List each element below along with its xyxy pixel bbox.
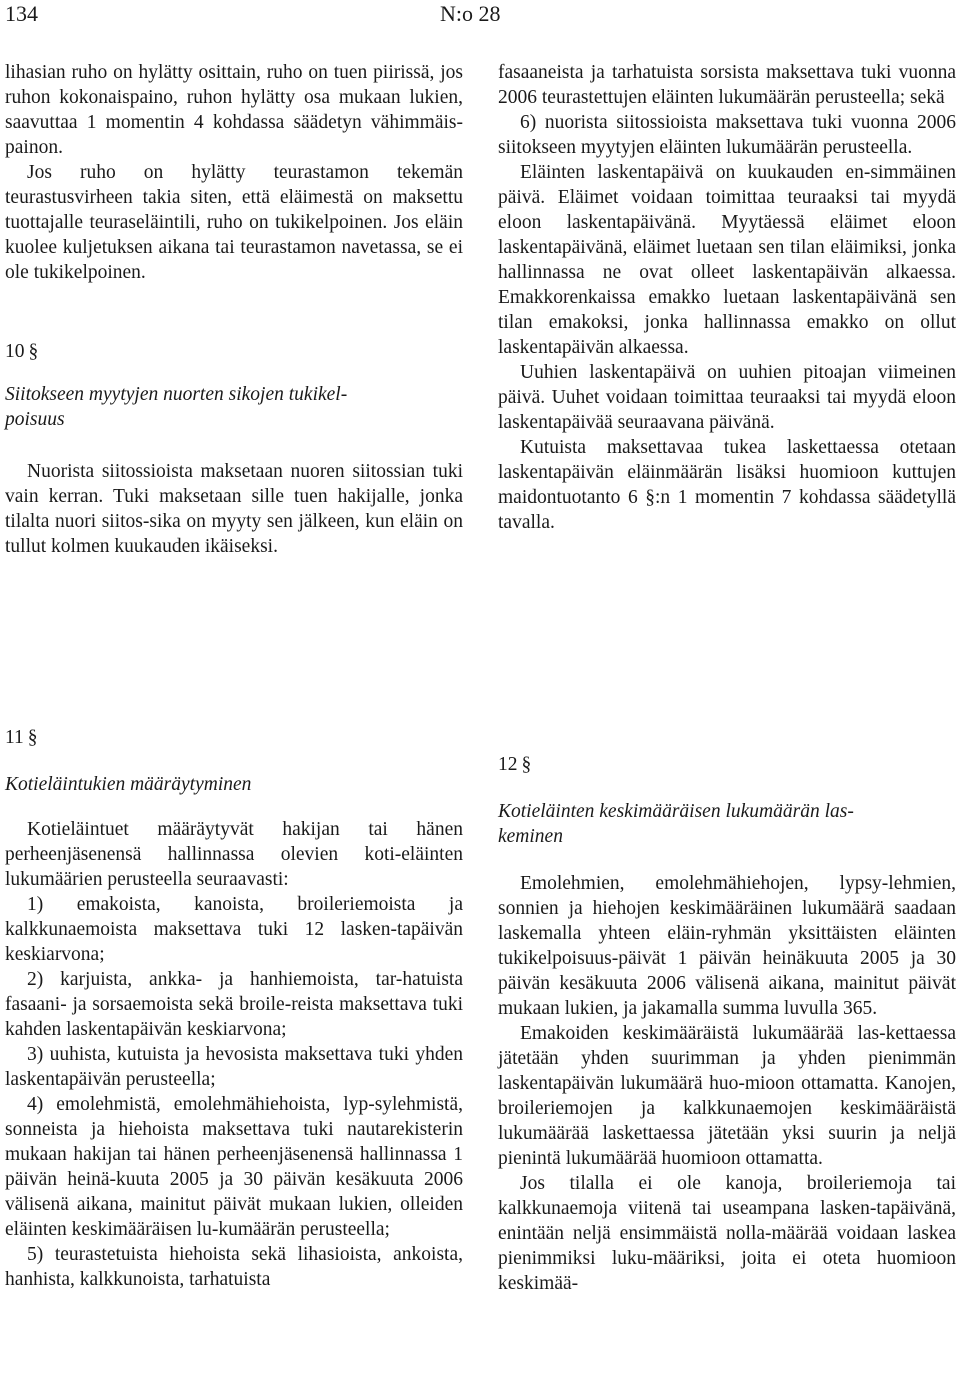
top-right-column bbox=[498, 60, 956, 535]
list-item: 4) emolehmistä, emolehmähiehoista, lyp-sylehmistä, sonneista ja hiehoista maksettava tuki nautarekisterin mukaan hakijan tai hänen perheenjäsenensä hallinnassa 1 päivän heinä-kuuta 2005 ja 30 päivän kesäkuuta 2006 välisenä aikana, mainitut päivät mukaan lukien, olleiden eläinten keskimääräisen lu-kumäärän perusteella; bbox=[5, 1094, 463, 1240]
paragraph: Kotieläintuet määräytyvät hakijan tai hänen perheenjäsenensä hallinnassa olevien koti-eläinten lukumäärien perusteella seuraavasti: bbox=[5, 819, 463, 890]
section-heading-11 bbox=[5, 725, 463, 750]
section-sign: § bbox=[27, 727, 38, 748]
list-item: 2) karjuista, ankka- ja hanhiemoista, tar-hatuista fasaani- ja sorsaemoista sekä broile-reista maksettava tuki kahden laskentapäivän keskiarvona; bbox=[5, 969, 463, 1040]
section-heading-10 bbox=[5, 339, 463, 364]
section-title bbox=[5, 382, 463, 432]
paragraph: Eläinten laskentapäivä on kuukauden en-simmäinen päivä. Eläimet voidaan toimittaa teuraaksi tai myydä eloon laskentapäivänä. Myytäessä eläimet eloon laskentapäivänä, eläimet luetaan sen tilan eläimiksi, jonka hallinnassa ne ovat olleet laskentapäivän alkaessa. Emakkorenkaissa emakko luetaan laskentapäivänä sen tilan emakoksi, jonka hallinnassa emakko on ollut laskentapäivän alkaessa. bbox=[498, 162, 956, 358]
paragraph: fasaaneista ja tarhatuista sorsista maksettava tuki vuonna 2006 teurastettujen eläinten lukumäärän perusteella; sekä bbox=[498, 62, 956, 108]
section-number: 11 bbox=[5, 727, 24, 748]
list-item: 3) uuhista, kutuista ja hevosista maksettava tuki yhden laskentapäivän perusteella; bbox=[5, 1044, 463, 1090]
paragraph: Jos ruho on hylätty teurastamon tekemän teurastusvirheen takia siten, että eläimestä on maksettu tuottajalle teuraseläintili, ruho on tukikelpoinen. Jos eläin kuolee kuljetuksen aikana tai teurastamon navetassa, se ei ole tukikelpoinen. bbox=[5, 162, 463, 283]
page-number: 134 bbox=[5, 1, 38, 26]
paragraph: Jos tilalla ei ole kanoja, broileriemoja tai kalkkunaemoja viitenä tai useampana lasken-tapäivänä, enintään neljä ensimmäistä nolla-määrää voidaan laskea pienimmiksi luku-määriksi, joita ei oteta huomioon keskimää- bbox=[498, 1173, 956, 1294]
section-title-line: poisuus bbox=[5, 409, 65, 430]
paragraph: Uuhien laskentapäivä on uuhien pitoajan viimeinen päivä. Uuhet voidaan toimittaa teuraaksi tai myydä eloon laskentapäivää seuraavana päivänä. bbox=[498, 362, 956, 433]
section-sign: § bbox=[521, 754, 532, 775]
bottom-left-column bbox=[5, 725, 463, 1292]
paragraph: Nuorista siitossioista maksetaan nuoren siitossian tuki vain kerran. Tuki maksetaan sille tuen hakijalle, jonka tilalta nuori siitos-sika on myyty sen jälkeen, kun eläin on tullut kolmen kuukauden ikäiseksi. bbox=[5, 461, 463, 557]
paragraph: Emakoiden keskimääräistä lukumäärää las-kettaessa jätetään yhden suurimman ja yhden pienimmän laskentapäivän lukumäärä huo-mioon ottamatta. Kanojen, broileriemojen ja kalkkunaemojen keskimääräistä lukumäärää laskettaessa jätetään yksi suurin ja neljä pienintä lukumäärää huomioon ottamatta. bbox=[498, 1023, 956, 1169]
list-item: 5) teurastetuista hiehoista sekä lihasioista, ankoista, hanhista, kalkkunoista, tarhatuista bbox=[5, 1244, 463, 1290]
list-item: 6) nuorista siitossioista maksettava tuki vuonna 2006 siitokseen myytyjen eläinten lukumäärän perusteella. bbox=[498, 112, 956, 158]
paragraph: Kutuista maksettavaa tukea laskettaessa otetaan laskentapäivän eläinmäärän lisäksi huomioon kuttujen maidontuotanto 6 §:n 1 momentin 7 kohdassa säädetyllä tavalla. bbox=[498, 437, 956, 533]
section-heading-12 bbox=[498, 752, 956, 777]
section-number: 10 bbox=[5, 341, 25, 362]
section-number: 12 bbox=[498, 754, 518, 775]
section-title: Kotieläintukien määräytyminen bbox=[5, 774, 252, 795]
paragraph: Emolehmien, emolehmähiehojen, lypsy-lehmien, sonnien ja hiehojen keskimääräinen lukumäärä saadaan laskemalla yhteen eläin-ryhmän yksittäisten eläinten tukikelpoisuus-päivät 1 päivän heinäkuuta 2005 ja 30 päivän kesäkuuta 2006 välisenä aikana, mainitut päivät mukaan lukien, ja jakamalla summa luvulla 365. bbox=[498, 873, 956, 1019]
section-title-line: Kotieläinten keskimääräisen lukumäärän las- bbox=[498, 801, 854, 822]
top-left-column bbox=[5, 60, 463, 559]
section-title bbox=[498, 799, 956, 849]
list-item: 1) emakoista, kanoista, broileriemoista ja kalkkunaemoista maksettava tuki 12 lasken-tapäivän keskiarvona; bbox=[5, 894, 463, 965]
section-title-line: keminen bbox=[498, 826, 563, 847]
section-sign: § bbox=[28, 341, 39, 362]
bottom-right-column bbox=[498, 752, 956, 1296]
paragraph: lihasian ruho on hylätty osittain, ruho on tuen piirissä, jos ruhon kokonaispaino, ruhon hylätty osa mukaan lukien, saavuttaa 1 momentin 4 kohdassa säädetyn vähimmäis-painon. bbox=[5, 62, 463, 158]
issue-number: N:o 28 bbox=[440, 1, 501, 26]
section-title-line: Siitokseen myytyjen nuorten sikojen tukikel- bbox=[5, 384, 348, 405]
